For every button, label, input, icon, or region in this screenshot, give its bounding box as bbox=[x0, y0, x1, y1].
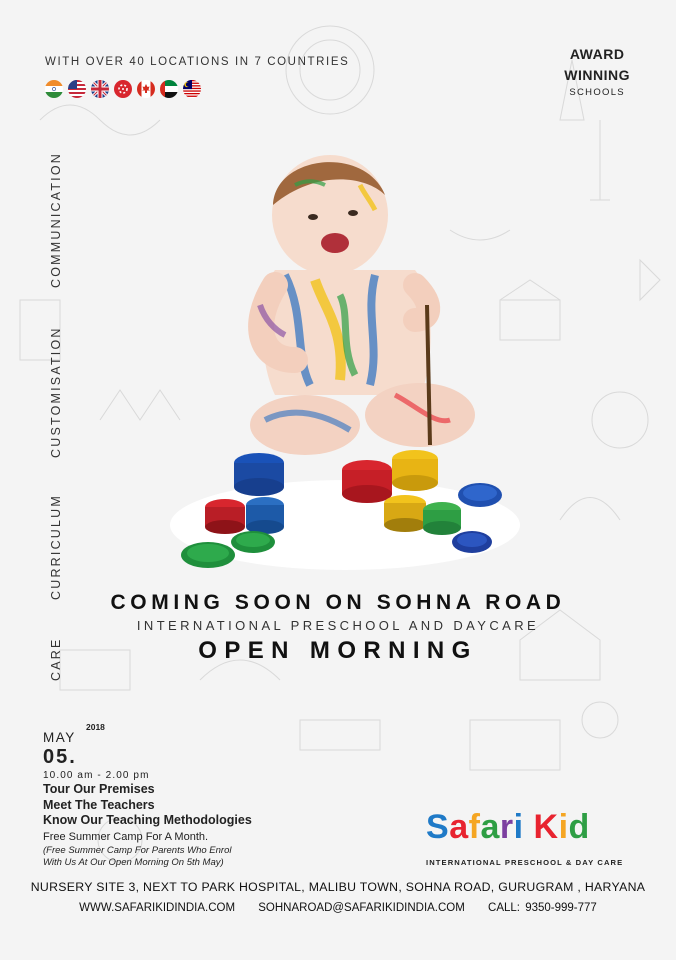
logo-letter: f bbox=[468, 808, 481, 846]
phone-number[interactable]: CALL: 9350-999-777 bbox=[488, 902, 597, 914]
side-label-curriculum: CURRICULUM bbox=[49, 493, 63, 600]
coming-soon-heading: COMING SOON ON SOHNA ROAD bbox=[110, 591, 566, 614]
usa-flag-icon bbox=[68, 80, 86, 98]
event-item-tour: Tour Our Premises bbox=[43, 782, 155, 796]
award-line-3: SCHOOLS bbox=[569, 87, 625, 98]
logo-letter: S bbox=[426, 808, 450, 846]
canada-flag-icon bbox=[137, 80, 155, 98]
event-day: 05. bbox=[43, 746, 77, 768]
preschool-subtitle: INTERNATIONAL PRESCHOOL AND DAYCARE bbox=[136, 618, 540, 633]
logo-letter: i bbox=[513, 808, 524, 846]
event-time: 10.00 am - 2.00 pm bbox=[43, 770, 150, 781]
india-flag-icon bbox=[45, 80, 63, 98]
hong-kong-flag-icon bbox=[114, 80, 132, 98]
logo-letter: r bbox=[499, 808, 514, 846]
uk-flag-icon bbox=[91, 80, 109, 98]
email-link[interactable]: SOHNAROAD@SAFARIKIDINDIA.COM bbox=[258, 902, 465, 914]
summer-camp-note-line-1: (Free Summer Camp For Parents Who Enrol bbox=[43, 844, 232, 856]
side-label-customisation: CUSTOMISATION bbox=[49, 326, 63, 458]
logo-letter bbox=[524, 808, 534, 846]
logo-tagline: INTERNATIONAL PRESCHOOL & DAY CARE bbox=[426, 858, 624, 867]
logo-letter: i bbox=[558, 808, 569, 846]
logo-letter: K bbox=[533, 808, 559, 846]
website-link[interactable]: WWW.SAFARIKIDINDIA.COM bbox=[79, 902, 236, 914]
award-badge bbox=[564, 44, 630, 98]
contact-line bbox=[0, 902, 676, 914]
open-morning-heading: OPEN MORNING bbox=[198, 637, 478, 664]
side-label-care: CARE bbox=[49, 637, 63, 681]
logo-letter: d bbox=[568, 808, 590, 846]
award-line-1: AWARD bbox=[569, 46, 625, 62]
event-details bbox=[43, 782, 252, 869]
flag-row bbox=[45, 80, 201, 98]
safari-kid-logo bbox=[426, 808, 590, 847]
summer-camp-note-line-2: With Us At Our Open Morning On 5th May) bbox=[43, 856, 224, 868]
summer-camp-text: Free Summer Camp For A Month. bbox=[43, 830, 209, 843]
malaysia-flag-icon bbox=[183, 80, 201, 98]
side-label-communication: COMMUNICATION bbox=[49, 152, 63, 288]
logo-letter: a bbox=[480, 808, 500, 846]
event-item-teachers: Meet The Teachers bbox=[43, 797, 155, 812]
locations-text: WITH OVER 40 LOCATIONS IN 7 COUNTRIES bbox=[45, 56, 350, 68]
event-month: MAY bbox=[43, 730, 76, 745]
event-year: 2018 bbox=[86, 722, 105, 732]
child-painting-photo bbox=[165, 145, 525, 575]
school-address: NURSERY SITE 3, NEXT TO PARK HOSPITAL, MALIBU TOWN, SOHNA ROAD, GURUGRAM , HARYANA bbox=[30, 880, 646, 894]
uae-flag-icon bbox=[160, 80, 178, 98]
logo-letter: a bbox=[449, 808, 469, 846]
award-line-2: WINNING bbox=[564, 67, 630, 83]
event-item-methodologies: Know Our Teaching Methodologies bbox=[43, 813, 252, 827]
